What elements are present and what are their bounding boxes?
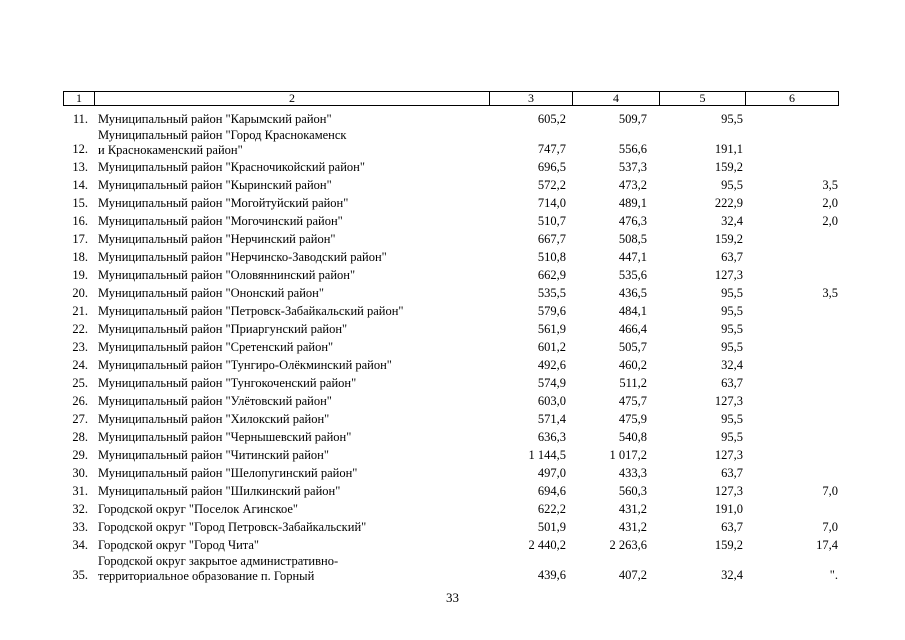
value-col-5: 63,7 — [721, 466, 743, 480]
row-name-line: Городской округ "Город Петровск-Забайкальский" — [98, 520, 367, 534]
table-row — [63, 500, 838, 518]
value-col-5: 159,2 — [714, 538, 743, 552]
row-number: 12. — [72, 142, 88, 156]
value-col-6 — [745, 428, 838, 446]
row-number: 21. — [72, 304, 88, 318]
value-col-4: 560,3 — [618, 484, 647, 498]
value-col-6: 3,5 — [822, 178, 838, 192]
row-name-line: Муниципальный район "Читинский район" — [98, 448, 329, 462]
table-row — [63, 374, 838, 392]
page-number: 33 — [446, 590, 459, 605]
row-name — [94, 428, 489, 446]
value-col-6 — [745, 320, 838, 338]
value-col-3: 492,6 — [537, 358, 566, 372]
row-name — [94, 212, 489, 230]
row-name — [94, 158, 489, 176]
table-row — [63, 356, 838, 374]
row-name — [94, 356, 489, 374]
row-name — [94, 230, 489, 248]
row-name-line: Муниципальный район "Приаргунский район" — [98, 322, 348, 336]
row-name — [94, 284, 489, 302]
value-col-6 — [745, 158, 838, 176]
row-name-line: Муниципальный район "Улётовский район" — [98, 394, 332, 408]
value-col-4: 511,2 — [619, 376, 647, 390]
value-col-3: 561,9 — [537, 322, 566, 336]
value-col-3: 667,7 — [537, 232, 566, 246]
row-number: 20. — [72, 286, 88, 300]
table-row — [63, 158, 838, 176]
table-row — [63, 320, 838, 338]
header-cell: 6 — [746, 92, 839, 106]
value-col-5: 191,1 — [714, 142, 743, 156]
value-col-3: 497,0 — [537, 466, 566, 480]
value-col-5: 95,5 — [721, 340, 743, 354]
value-col-4: 505,7 — [618, 340, 647, 354]
row-name-line: Муниципальный район "Шелопугинский район" — [98, 466, 358, 480]
row-name — [94, 500, 489, 518]
row-name-line: Муниципальный район "Сретенский район" — [98, 340, 334, 354]
table-row — [63, 212, 838, 230]
row-name-line: Муниципальный район "Тунгокоченский район" — [98, 376, 357, 390]
row-number: 11. — [72, 112, 88, 126]
table-row — [63, 230, 838, 248]
value-col-5: 95,5 — [721, 412, 743, 426]
row-number: 14. — [72, 178, 88, 192]
value-col-3: 1 144,5 — [528, 448, 566, 462]
row-name — [94, 374, 489, 392]
value-col-6 — [745, 464, 838, 482]
value-col-4: 475,9 — [618, 412, 647, 426]
row-name-line: Муниципальный район "Нерчинский район" — [98, 232, 336, 246]
row-name-line: Муниципальный район "Тунгиро-Олёкминский район" — [98, 358, 392, 372]
header-row — [64, 92, 839, 106]
value-col-5: 127,3 — [714, 448, 743, 462]
value-col-5: 63,7 — [721, 250, 743, 264]
value-col-6 — [745, 356, 838, 374]
row-name — [94, 248, 489, 266]
table-row — [63, 266, 838, 284]
value-col-4: 460,2 — [618, 358, 647, 372]
row-number: 17. — [72, 232, 88, 246]
row-name-line: Муниципальный район "Чернышевский район" — [98, 430, 352, 444]
row-name — [94, 194, 489, 212]
row-name — [94, 176, 489, 194]
value-col-4: 1 017,2 — [609, 448, 647, 462]
value-col-5: 127,3 — [714, 484, 743, 498]
row-name-line: Муниципальный район "Могочинский район" — [98, 214, 343, 228]
value-col-3: 571,4 — [537, 412, 566, 426]
row-number: 28. — [72, 430, 88, 444]
value-col-6 — [745, 266, 838, 284]
row-name — [94, 110, 489, 128]
value-col-6: 2,0 — [822, 214, 838, 228]
header-cell: 1 — [64, 92, 95, 106]
value-col-4: 447,1 — [618, 250, 647, 264]
table-row — [63, 554, 838, 584]
value-col-6 — [745, 128, 838, 158]
row-name — [94, 128, 489, 158]
value-col-3: 636,3 — [537, 430, 566, 444]
row-name-line: Муниципальный район "Хилокский район" — [98, 412, 330, 426]
row-name — [94, 482, 489, 500]
row-name — [94, 536, 489, 554]
row-number: 35. — [72, 568, 88, 582]
row-name-line: и Краснокаменский район" — [98, 143, 243, 157]
row-name — [94, 392, 489, 410]
value-col-4: 556,6 — [618, 142, 647, 156]
value-col-4: 476,3 — [618, 214, 647, 228]
value-col-4: 431,2 — [618, 520, 647, 534]
value-col-3: 574,9 — [537, 376, 566, 390]
value-col-4: 540,8 — [618, 430, 647, 444]
header-cell: 3 — [490, 92, 573, 106]
row-name-line: Городской округ "Город Чита" — [98, 538, 260, 552]
value-col-6: ". — [829, 568, 838, 582]
value-col-5: 127,3 — [714, 394, 743, 408]
row-number: 24. — [72, 358, 88, 372]
row-number: 32. — [72, 502, 88, 516]
row-name — [94, 518, 489, 536]
value-col-4: 484,1 — [618, 304, 647, 318]
row-number: 31. — [72, 484, 88, 498]
table-row — [63, 284, 838, 302]
table-row — [63, 482, 838, 500]
value-col-6 — [745, 110, 838, 128]
value-col-3: 579,6 — [537, 304, 566, 318]
value-col-6 — [745, 446, 838, 464]
value-col-6 — [745, 374, 838, 392]
value-col-5: 32,4 — [721, 568, 743, 582]
table-row — [63, 176, 838, 194]
row-number: 26. — [72, 394, 88, 408]
row-number: 30. — [72, 466, 88, 480]
row-name-line: Муниципальный район "Карымский район" — [98, 112, 332, 126]
value-col-3: 696,5 — [537, 160, 566, 174]
row-number: 22. — [72, 322, 88, 336]
row-number: 23. — [72, 340, 88, 354]
value-col-5: 95,5 — [721, 178, 743, 192]
row-number: 19. — [72, 268, 88, 282]
value-col-5: 127,3 — [714, 268, 743, 282]
value-col-6: 3,5 — [822, 286, 838, 300]
row-number: 29. — [72, 448, 88, 462]
row-name — [94, 554, 489, 584]
value-col-3: 714,0 — [537, 196, 566, 210]
value-col-3: 501,9 — [537, 520, 566, 534]
value-col-5: 95,5 — [721, 286, 743, 300]
value-col-3: 2 440,2 — [528, 538, 566, 552]
value-col-3: 601,2 — [537, 340, 566, 354]
value-col-4: 436,5 — [618, 286, 647, 300]
value-col-4: 475,7 — [618, 394, 647, 408]
table-row — [63, 518, 838, 536]
value-col-4: 489,1 — [618, 196, 647, 210]
value-col-6 — [745, 410, 838, 428]
table-row — [63, 248, 838, 266]
table-row — [63, 392, 838, 410]
value-col-6 — [745, 302, 838, 320]
row-name — [94, 338, 489, 356]
row-name-line: Городской округ закрытое административно- — [98, 554, 339, 568]
row-name-line: Муниципальный район "Красночикойский район" — [98, 160, 365, 174]
value-col-5: 63,7 — [721, 376, 743, 390]
value-col-5: 222,9 — [714, 196, 743, 210]
row-name-line: Муниципальный район "Кыринский район" — [98, 178, 332, 192]
value-col-4: 537,3 — [618, 160, 647, 174]
row-name — [94, 446, 489, 464]
value-col-5: 32,4 — [721, 214, 743, 228]
value-col-4: 466,4 — [618, 322, 647, 336]
value-col-3: 694,6 — [537, 484, 566, 498]
row-name — [94, 320, 489, 338]
value-col-4: 508,5 — [618, 232, 647, 246]
row-number: 16. — [72, 214, 88, 228]
value-col-4: 431,2 — [618, 502, 647, 516]
row-number: 34. — [72, 538, 88, 552]
row-name — [94, 464, 489, 482]
value-col-3: 510,7 — [537, 214, 566, 228]
value-col-3: 662,9 — [537, 268, 566, 282]
data-table — [63, 110, 838, 584]
table-row — [63, 536, 838, 554]
row-number: 15. — [72, 196, 88, 210]
row-name-line: территориальное образование п. Горный — [98, 569, 315, 583]
row-name-line: Муниципальный район "Город Краснокаменск — [98, 128, 347, 142]
value-col-5: 95,5 — [721, 112, 743, 126]
table-row — [63, 428, 838, 446]
value-col-6 — [745, 230, 838, 248]
row-name-line: Муниципальный район "Ононский район" — [98, 286, 324, 300]
table-row — [63, 194, 838, 212]
table-row — [63, 302, 838, 320]
value-col-4: 2 263,6 — [609, 538, 647, 552]
table-row — [63, 338, 838, 356]
value-col-6: 7,0 — [822, 520, 838, 534]
value-col-5: 159,2 — [714, 232, 743, 246]
value-col-5: 32,4 — [721, 358, 743, 372]
value-col-5: 95,5 — [721, 430, 743, 444]
value-col-6 — [745, 248, 838, 266]
value-col-3: 535,5 — [537, 286, 566, 300]
value-col-4: 433,3 — [618, 466, 647, 480]
row-number: 25. — [72, 376, 88, 390]
row-name-line: Муниципальный район "Оловяннинский район" — [98, 268, 356, 282]
row-name-line: Городской округ "Поселок Агинское" — [98, 502, 299, 516]
value-col-6 — [745, 500, 838, 518]
row-number: 27. — [72, 412, 88, 426]
value-col-6 — [745, 338, 838, 356]
table-header — [63, 91, 839, 106]
row-number: 13. — [72, 160, 88, 174]
value-col-3: 622,2 — [537, 502, 566, 516]
header-cell: 4 — [573, 92, 660, 106]
value-col-6: 2,0 — [822, 196, 838, 210]
row-name — [94, 266, 489, 284]
value-col-4: 535,6 — [618, 268, 647, 282]
table-row — [63, 464, 838, 482]
value-col-3: 510,8 — [537, 250, 566, 264]
value-col-4: 473,2 — [618, 178, 647, 192]
header-cell: 2 — [95, 92, 490, 106]
value-col-5: 95,5 — [721, 304, 743, 318]
row-number: 18. — [72, 250, 88, 264]
value-col-5: 191,0 — [714, 502, 743, 516]
row-name — [94, 302, 489, 320]
table-row — [63, 110, 838, 128]
row-name — [94, 410, 489, 428]
value-col-6 — [745, 392, 838, 410]
value-col-3: 605,2 — [537, 112, 566, 126]
header-cell: 5 — [660, 92, 746, 106]
value-col-4: 407,2 — [618, 568, 647, 582]
value-col-5: 95,5 — [721, 322, 743, 336]
value-col-5: 63,7 — [721, 520, 743, 534]
table-row — [63, 128, 838, 158]
table-row — [63, 446, 838, 464]
value-col-5: 159,2 — [714, 160, 743, 174]
row-number: 33. — [72, 520, 88, 534]
row-name-line: Муниципальный район "Петровск-Забайкальский район" — [98, 304, 404, 318]
value-col-6: 17,4 — [816, 538, 838, 552]
row-name-line: Муниципальный район "Нерчинско-Заводский район" — [98, 250, 387, 264]
table-row — [63, 410, 838, 428]
value-col-3: 439,6 — [537, 568, 566, 582]
value-col-3: 603,0 — [537, 394, 566, 408]
value-col-3: 747,7 — [537, 142, 566, 156]
value-col-3: 572,2 — [537, 178, 566, 192]
row-name-line: Муниципальный район "Могойтуйский район" — [98, 196, 349, 210]
value-col-4: 509,7 — [618, 112, 647, 126]
value-col-6: 7,0 — [822, 484, 838, 498]
row-name-line: Муниципальный район "Шилкинский район" — [98, 484, 341, 498]
